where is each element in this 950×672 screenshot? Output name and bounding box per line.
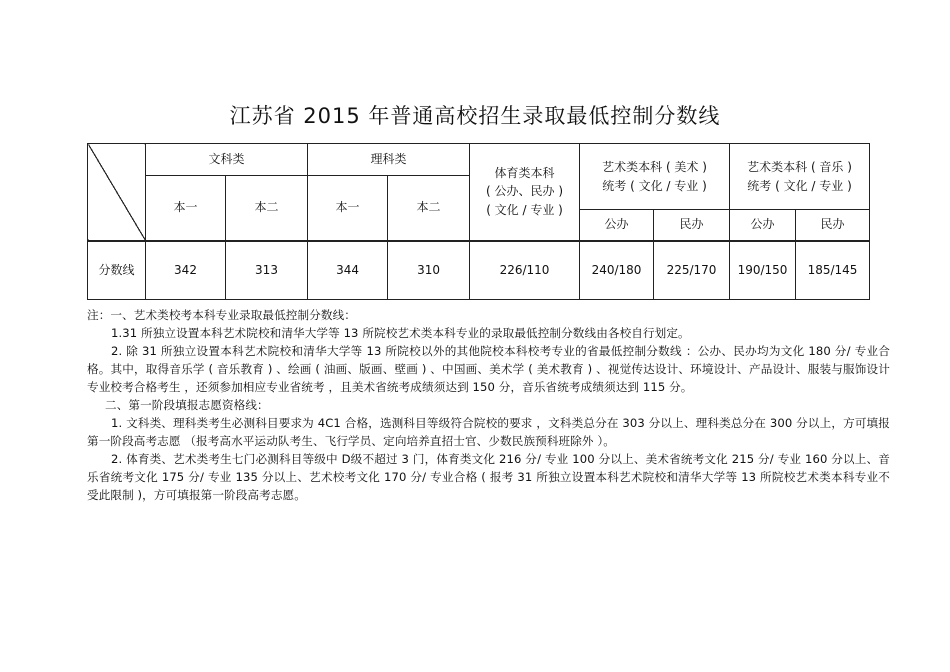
header-wenke: 文科类 — [146, 144, 308, 176]
value-meishu-minban: 225/170 — [654, 241, 730, 300]
header-tiyu-line3: ( 文化 / 专业 ) — [486, 203, 563, 218]
header-like: 理科类 — [308, 144, 470, 176]
note-paragraph: 1.31 所独立设置本科艺术院校和清华大学等 13 所院校艺术类本科专业的录取最低控制分数线由各校自行划定。 — [111, 326, 690, 340]
value-like-benyi: 344 — [308, 241, 388, 300]
header-like-bener: 本二 — [388, 176, 470, 241]
header-tiyu — [470, 144, 580, 241]
note-heading-1: 注：一、艺术类校考本科专业录取最低控制分数线： — [87, 308, 356, 322]
note-paragraph: 2. 除 31 所独立设置本科艺术院校和清华大学等 13 所院校以外的其他院校本科校考专业的省最低控制分数线 ：公办、民办均为文化 180 分/ 专业合格。其中，取得音乐学 ( 音乐教育 ) 、绘画 ( 油画、版画、壁画 ) 、中国画、美术学 ( 美术教育 ) 、视觉传达设计、环境设计、产品设计、服装与服饰设计专业校考合格考生 ，还须参加相应专业省统考 ，且美术省统考成绩须达到 150 分，音乐省统考成绩须达到 115 分。 — [87, 344, 890, 394]
note-paragraph: 1. 文科类、理科类考生必测科目要求为 4C1 合格，选测科目等级符合院校的要求 ，文科类总分在 303 分以上、理科类总分在 300 分以上，方可填报第一阶段高考志愿 （报考高水平运动队考生、飞行学员、定向培养直招士官、少数民族预科班除外 ）。 — [87, 416, 890, 448]
header-yinyue — [730, 144, 870, 210]
header-meishu-line1: 艺术类本科 ( 美术 ) — [602, 159, 707, 174]
header-meishu-minban: 民办 — [654, 210, 730, 241]
header-yinyue-minban: 民办 — [796, 210, 870, 241]
value-yinyue-gongban: 190/150 — [730, 241, 796, 300]
header-meishu — [580, 144, 730, 210]
header-yinyue-line2: 统考 ( 文化 / 专业 ) — [747, 178, 852, 193]
header-yinyue-line1: 艺术类本科 ( 音乐 ) — [747, 159, 852, 174]
header-tiyu-line1: 体育类本科 — [494, 165, 555, 180]
value-tiyu: 226/110 — [470, 241, 580, 300]
value-meishu-gongban: 240/180 — [580, 241, 654, 300]
header-wenke-benyi: 本一 — [146, 176, 226, 241]
diagonal-header-cell — [88, 144, 146, 241]
header-meishu-line2: 统考 ( 文化 / 专业 ) — [602, 178, 707, 193]
notes-section — [87, 306, 890, 504]
value-like-bener: 310 — [388, 241, 470, 300]
note-paragraph: 2. 体育类、艺术类考生七门必测科目等级中 D级不超过 3 门，体育类文化 216 分/ 专业 100 分以上、美术省统考文化 215 分/ 专业 160 分以上、音乐省统考文化 175 分/ 专业 135 分以上、艺术校考文化 170 分/ 专业合格 ( 报考 31 所独立设置本科艺术院校和清华大学等 13 所院校艺术类本科专业不受此限制 )，方可填报第一阶段高考志愿。 — [87, 452, 890, 502]
value-wenke-bener: 313 — [226, 241, 308, 300]
score-table — [87, 143, 870, 300]
header-meishu-gongban: 公办 — [580, 210, 654, 241]
header-yinyue-gongban: 公办 — [730, 210, 796, 241]
header-tiyu-line2: ( 公办、民办 ) — [486, 184, 564, 199]
row-label-fenshuxian: 分数线 — [88, 241, 146, 300]
note-heading-2: 二、第一阶段填报志愿资格线： — [105, 398, 269, 412]
header-wenke-bener: 本二 — [226, 176, 308, 241]
value-wenke-benyi: 342 — [146, 241, 226, 300]
header-like-benyi: 本一 — [308, 176, 388, 241]
page-title: 江苏省 2015 年普通高校招生录取最低控制分数线 — [229, 104, 721, 128]
value-yinyue-minban: 185/145 — [796, 241, 870, 300]
